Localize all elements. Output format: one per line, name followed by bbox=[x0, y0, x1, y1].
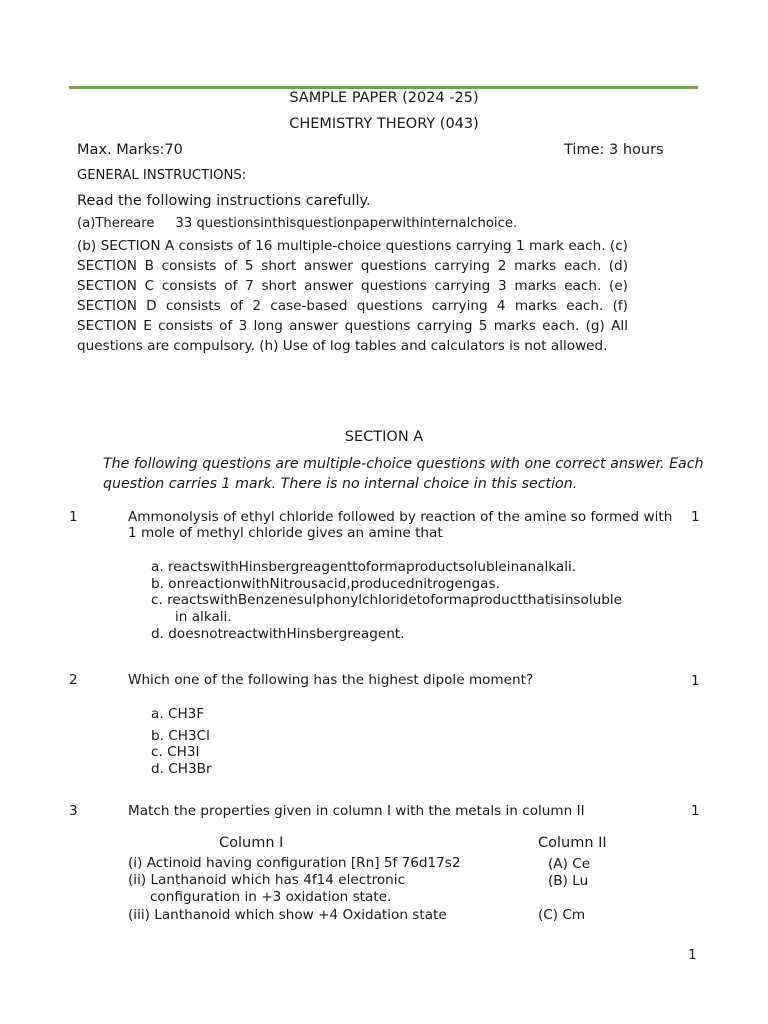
option-b: b. onreactionwithNitrousacid,producednitrogengas. bbox=[151, 576, 500, 592]
option-a: a. reactswithHinsbergreagenttoformaproductsolubleinanalkali. bbox=[151, 559, 577, 575]
time-allowed: Time: 3 hours bbox=[564, 142, 664, 158]
question-number: 2 bbox=[69, 672, 78, 688]
max-marks: Max. Marks:70 bbox=[77, 142, 183, 158]
header-rule bbox=[69, 86, 698, 89]
question-number: 3 bbox=[69, 803, 78, 819]
option-c-continued: in alkali. bbox=[175, 609, 232, 625]
match-row-2-left-continued: configuration in +3 oxidation state. bbox=[150, 889, 392, 905]
instructions-read: Read the following instructions carefully. bbox=[77, 193, 371, 209]
paper-subtitle: CHEMISTRY THEORY (043) bbox=[289, 116, 479, 132]
option-d: d. doesnotreactwithHinsbergreagent. bbox=[151, 626, 405, 642]
option-c: c. CH3I bbox=[151, 744, 200, 760]
question-number: 1 bbox=[69, 509, 78, 525]
match-row-1-left: (i) Actinoid having configuration [Rn] 5f 76d17s2 bbox=[128, 855, 461, 871]
question-marks: 1 bbox=[691, 803, 700, 819]
instructions-body: (b) SECTION A consists of 16 multiple-choice questions carrying 1 mark each. (c) SECTION B consists of 5 short answer questions carrying 2 marks each. (d) SECTION C consists of 7 short answer questions carrying 3 marks each. (e) SECTION D consists of 2 case-based questions carrying 4 marks each. (f) SECTION E consists of 3 long answer questions carrying 5 marks each. (g) All questions are compulsory. (h) Use of log tables and calculators is not allowed. bbox=[77, 238, 628, 354]
option-a: a. CH3F bbox=[151, 706, 205, 722]
question-marks: 1 bbox=[691, 509, 700, 525]
option-c: c. reactswithBenzenesulphonylchloridetoformaproductthatisinsoluble bbox=[151, 592, 622, 608]
option-b: b. CH3Cl bbox=[151, 728, 210, 744]
paper-title: SAMPLE PAPER (2024 -25) bbox=[289, 90, 479, 106]
column-ii-header: Column II bbox=[538, 835, 607, 851]
question-text: Ammonolysis of ethyl chloride followed by reaction of the amine so formed with 1 mole of methyl chloride gives an amine that bbox=[128, 509, 673, 541]
match-row-2-left: (ii) Lanthanoid which has 4f14 electronic bbox=[128, 872, 406, 888]
instruction-a: (a)Thereare 33 questionsinthisquestionpaperwithinternalchoice. bbox=[77, 216, 518, 231]
page-number: 1 bbox=[688, 947, 697, 963]
column-i-header: Column I bbox=[219, 835, 284, 851]
question-marks: 1 bbox=[691, 673, 700, 689]
option-d: d. CH3Br bbox=[151, 761, 212, 777]
match-row-2-right: (B) Lu bbox=[548, 873, 589, 889]
question-text: Which one of the following has the highest dipole moment? bbox=[128, 672, 534, 688]
instructions-heading: GENERAL INSTRUCTIONS: bbox=[77, 168, 247, 183]
match-row-3-right: (C) Cm bbox=[538, 907, 586, 923]
question-text: Match the properties given in column I with the metals in column II bbox=[128, 803, 585, 819]
match-row-1-right: (A) Ce bbox=[548, 856, 591, 872]
match-row-3-left: (iii) Lanthanoid which show +4 Oxidation state bbox=[128, 907, 447, 923]
section-a-title: SECTION A bbox=[344, 429, 424, 445]
section-a-intro: The following questions are multiple-choice questions with one correct answer. Each question carries 1 mark. There is no internal choice in this section. bbox=[103, 456, 704, 492]
